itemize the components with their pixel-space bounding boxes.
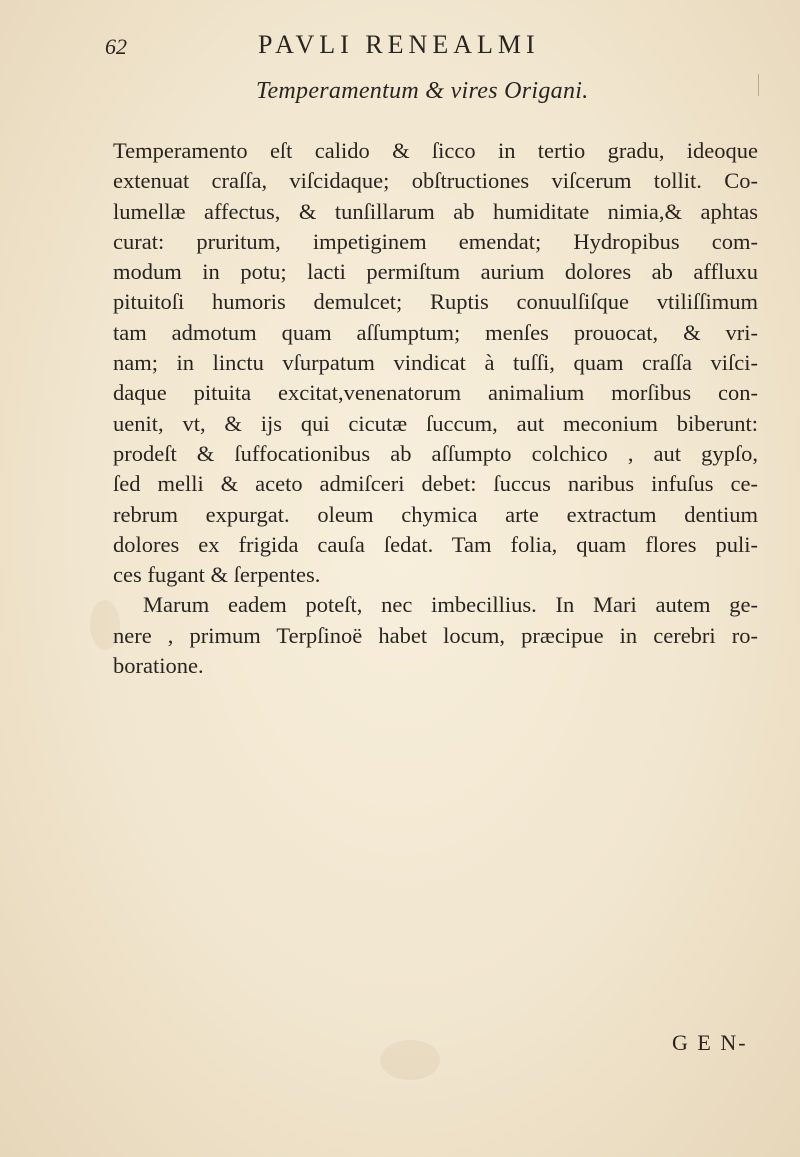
- text-line: pituitoſi humoris demulcet; Ruptis conuulſiſque vtiliſſimum: [113, 289, 758, 315]
- catchword: G E N-: [672, 1030, 748, 1055]
- text-line: curat: pruritum, impetiginem emendat; Hydropibus com-: [113, 228, 758, 254]
- text-line: rebrum expurgat. oleum chymica arte extractum dentium: [113, 501, 758, 527]
- text-line: tam admotum quam aſſumptum; menſes prouocat, & vri-: [113, 319, 758, 345]
- running-head: PAVLI RENEALMI: [258, 30, 540, 59]
- paper-stain: [380, 1040, 440, 1080]
- text-line: nam; in linctu vſurpatum vindicat à tuſſi, quam craſſa viſci-: [113, 350, 758, 376]
- text-line: daque pituita excitat,venenatorum animalium morſibus con-: [113, 380, 758, 406]
- text-line: boratione.: [113, 653, 204, 679]
- body-text: [113, 136, 758, 681]
- margin-mark: [758, 74, 763, 96]
- text-line: Marum eadem poteſt, nec imbecillius. In Mari autem ge-: [143, 592, 758, 618]
- section-title: Temperamentum & vires Origani.: [256, 78, 589, 104]
- text-line: uenit, vt, & ijs qui cicutæ ſuccum, aut meconium biberunt:: [113, 410, 758, 436]
- text-line: nere , primum Terpſinoë habet locum, præcipue in cerebri ro-: [113, 622, 758, 648]
- text-line: Temperamento eſt calido & ſicco in tertio gradu, ideoque: [113, 138, 758, 163]
- page-number: 62: [105, 34, 127, 59]
- text-line: lumellæ affectus, & tunſillarum ab humiditate nimia,& aphtas: [113, 198, 758, 224]
- text-line: modum in potu; lacti permiſtum aurium dolores ab affluxu: [113, 259, 758, 285]
- text-line: ſed melli & aceto admiſceri debet: ſuccus naribus infuſus ce-: [113, 471, 758, 497]
- text-line: dolores ex frigida cauſa ſedat. Tam folia, quam flores puli-: [113, 531, 758, 557]
- text-line: extenuat craſſa, viſcidaque; obſtructiones viſcerum tollit. Co-: [113, 168, 758, 194]
- text-line: prodeſt & ſuffocationibus ab aſſumpto colchico , aut gypſo,: [113, 440, 758, 466]
- text-line: ces fugant & ſerpentes.: [113, 562, 321, 588]
